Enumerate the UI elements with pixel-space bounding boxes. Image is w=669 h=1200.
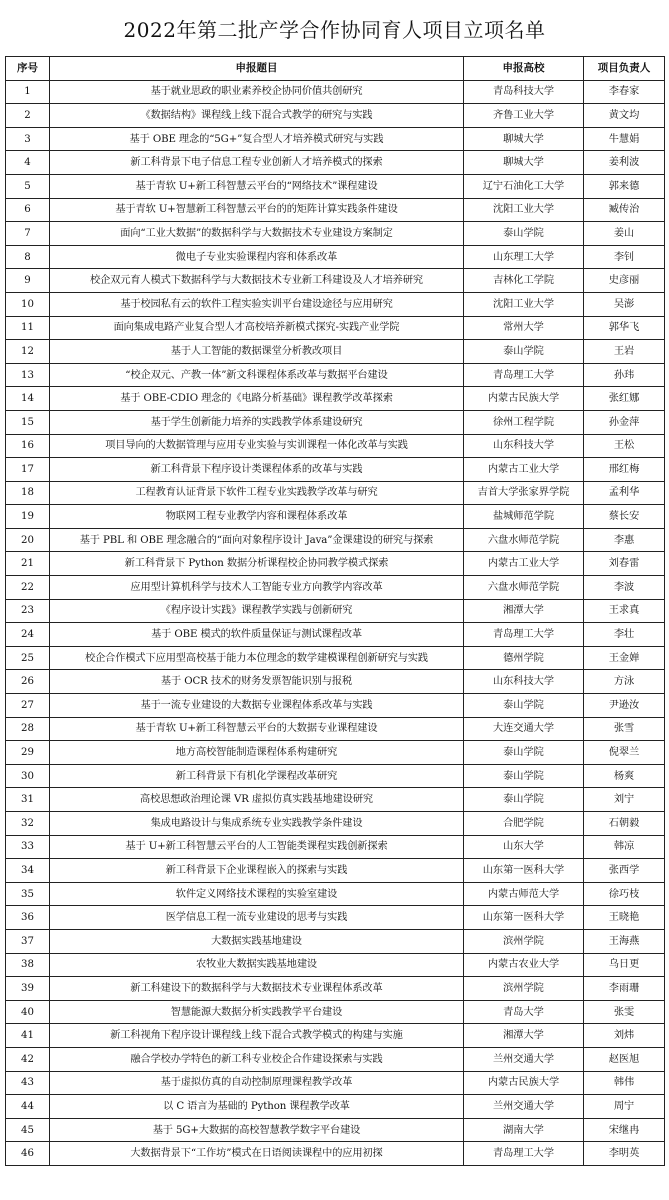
cell-number: 28 [6,717,50,741]
cell-school: 青岛理工大学 [464,623,584,647]
cell-leader: 宋继冉 [584,1118,665,1142]
cell-leader: 乌日更 [584,953,665,977]
cell-leader: 张红娜 [584,387,665,411]
table-row [6,316,665,340]
table-row [6,788,665,812]
cell-number: 29 [6,741,50,765]
cell-school: 吉林化工学院 [464,269,584,293]
cell-school: 兰州交通大学 [464,1047,584,1071]
cell-number: 8 [6,245,50,269]
cell-school: 大连交通大学 [464,717,584,741]
cell-leader: 郭来德 [584,174,665,198]
table-row [6,646,665,670]
cell-number: 46 [6,1142,50,1166]
cell-topic: 基于 OBE 模式的软件质量保证与测试课程改革 [50,623,464,647]
cell-number: 17 [6,458,50,482]
cell-leader: 史彦丽 [584,269,665,293]
cell-number: 24 [6,623,50,647]
cell-number: 4 [6,151,50,175]
cell-topic: 基于人工智能的数据课堂分析教改项目 [50,340,464,364]
cell-leader: 李春家 [584,80,665,104]
cell-leader: 石朝毅 [584,812,665,836]
table-row [6,104,665,128]
table-body [6,80,665,1165]
cell-school: 泰山学院 [464,741,584,765]
cell-school: 山东大学 [464,835,584,859]
cell-leader: 王晓艳 [584,906,665,930]
table-row [6,80,665,104]
cell-topic: 《数据结构》课程线上线下混合式教学的研究与实践 [50,104,464,128]
cell-number: 39 [6,977,50,1001]
cell-number: 27 [6,694,50,718]
cell-topic: 基于 U+新工科智慧云平台的人工智能类课程实践创新探索 [50,835,464,859]
cell-leader: 孙玮 [584,363,665,387]
cell-number: 43 [6,1071,50,1095]
cell-leader: 张西学 [584,859,665,883]
cell-leader: 赵医旭 [584,1047,665,1071]
cell-leader: 李波 [584,576,665,600]
cell-leader: 李壮 [584,623,665,647]
cell-school: 泰山学院 [464,764,584,788]
cell-school: 徐州工程学院 [464,410,584,434]
project-list-table [5,56,665,1166]
column-header-school: 申报高校 [464,57,584,81]
cell-school: 聊城大学 [464,151,584,175]
cell-leader: 倪翠兰 [584,741,665,765]
table-row [6,387,665,411]
cell-school: 山东第一医科大学 [464,906,584,930]
cell-topic: 微电子专业实验课程内容和体系改革 [50,245,464,269]
table-row [6,764,665,788]
cell-number: 45 [6,1118,50,1142]
table-row [6,741,665,765]
cell-leader: 郭华飞 [584,316,665,340]
cell-number: 37 [6,929,50,953]
cell-topic: 大数据背景下“工作坊”模式在日语阅读课程中的应用初探 [50,1142,464,1166]
cell-school: 兰州交通大学 [464,1095,584,1119]
table-row [6,528,665,552]
cell-school: 滨州学院 [464,977,584,1001]
cell-topic: 软件定义网络技术课程的实验室建设 [50,882,464,906]
cell-topic: 新工科背景下 Python 数据分析课程校企协同教学模式探索 [50,552,464,576]
cell-school: 山东理工大学 [464,245,584,269]
cell-school: 湖南大学 [464,1118,584,1142]
cell-leader: 王求真 [584,599,665,623]
cell-topic: 高校思想政治理论课 VR 虚拟仿真实践基地建设研究 [50,788,464,812]
cell-topic: 物联网工程专业教学内容和课程体系改革 [50,505,464,529]
cell-number: 33 [6,835,50,859]
cell-number: 10 [6,292,50,316]
table-row [6,410,665,434]
cell-topic: 智慧能源大数据分析实践教学平台建设 [50,1000,464,1024]
cell-number: 36 [6,906,50,930]
table-row [6,623,665,647]
cell-topic: 新工科背景下企业课程嵌入的探索与实践 [50,859,464,883]
cell-number: 30 [6,764,50,788]
cell-number: 23 [6,599,50,623]
cell-school: 辽宁石油化工大学 [464,174,584,198]
table-row [6,977,665,1001]
cell-number: 21 [6,552,50,576]
cell-school: 六盘水师范学院 [464,528,584,552]
cell-topic: 《程序设计实践》课程教学实践与创新研究 [50,599,464,623]
cell-leader: 李钊 [584,245,665,269]
cell-number: 35 [6,882,50,906]
cell-number: 44 [6,1095,50,1119]
cell-topic: 新工科背景下电子信息工程专业创新人才培养模式的探索 [50,151,464,175]
cell-topic: 基于学生创新能力培养的实践教学体系建设研究 [50,410,464,434]
cell-number: 16 [6,434,50,458]
table-row [6,1047,665,1071]
cell-topic: 农牧业大数据实践基地建设 [50,953,464,977]
cell-number: 31 [6,788,50,812]
cell-school: 内蒙古师范大学 [464,882,584,906]
cell-number: 22 [6,576,50,600]
table-row [6,929,665,953]
cell-school: 青岛科技大学 [464,80,584,104]
table-row [6,1142,665,1166]
table-row [6,859,665,883]
table-row [6,458,665,482]
cell-topic: 基于就业思政的职业素养校企协同价值共创研究 [50,80,464,104]
cell-leader: 孟利华 [584,481,665,505]
cell-leader: 徐巧枝 [584,882,665,906]
table-row [6,245,665,269]
document-title: 2022年第二批产学合作协同育人项目立项名单 [123,18,546,42]
cell-leader: 杨爽 [584,764,665,788]
table-row [6,292,665,316]
cell-topic: 基于 5G+大数据的高校智慧教学数字平台建设 [50,1118,464,1142]
cell-school: 内蒙古民族大学 [464,387,584,411]
cell-topic: 面向“工业大数据”的数据科学与大数据技术专业建设方案制定 [50,222,464,246]
table-row [6,127,665,151]
cell-school: 沈阳工业大学 [464,198,584,222]
cell-leader: 韩伟 [584,1071,665,1095]
cell-school: 泰山学院 [464,340,584,364]
cell-leader: 王金婵 [584,646,665,670]
cell-topic: 以 C 语言为基础的 Python 课程教学改革 [50,1095,464,1119]
cell-leader: 刘炜 [584,1024,665,1048]
table-row [6,1118,665,1142]
table-row [6,835,665,859]
cell-school: 沈阳工业大学 [464,292,584,316]
cell-leader: 王松 [584,434,665,458]
cell-school: 齐鲁工业大学 [464,104,584,128]
cell-topic: 融合学校办学特色的新工科专业校企合作建设探索与实践 [50,1047,464,1071]
cell-number: 19 [6,505,50,529]
table-row [6,174,665,198]
cell-number: 14 [6,387,50,411]
cell-number: 18 [6,481,50,505]
cell-number: 32 [6,812,50,836]
cell-topic: 基于青软 U+新工科智慧云平台的“网络技术”课程建设 [50,174,464,198]
cell-school: 盐城师范学院 [464,505,584,529]
cell-school: 吉首大学张家界学院 [464,481,584,505]
cell-leader: 刘春雷 [584,552,665,576]
cell-topic: 新工科背景下有机化学课程改革研究 [50,764,464,788]
cell-leader: 李惠 [584,528,665,552]
column-header-leader: 项目负责人 [584,57,665,81]
cell-topic: 校企合作模式下应用型高校基于能力本位理念的数学建模课程创新研究与实践 [50,646,464,670]
column-header-number: 序号 [6,57,50,81]
table-row [6,694,665,718]
table-row [6,882,665,906]
cell-school: 聊城大学 [464,127,584,151]
cell-school: 青岛理工大学 [464,363,584,387]
cell-number: 7 [6,222,50,246]
cell-topic: 新工科背景下程序设计类课程体系的改革与实践 [50,458,464,482]
cell-school: 湘潭大学 [464,1024,584,1048]
cell-topic: 基于 OBE-CDIO 理念的《电路分析基础》课程教学改革探索 [50,387,464,411]
table-row [6,505,665,529]
cell-number: 6 [6,198,50,222]
table-row [6,222,665,246]
cell-leader: 李明英 [584,1142,665,1166]
table-row [6,576,665,600]
table-row [6,717,665,741]
cell-topic: 基于一流专业建设的大数据专业课程体系改革与实践 [50,694,464,718]
cell-number: 42 [6,1047,50,1071]
cell-number: 5 [6,174,50,198]
cell-number: 25 [6,646,50,670]
cell-topic: 基于 OBE 理念的“5G+”复合型人才培养模式研究与实践 [50,127,464,151]
cell-number: 26 [6,670,50,694]
cell-leader: 周宁 [584,1095,665,1119]
cell-school: 山东科技大学 [464,434,584,458]
cell-leader: 张雯 [584,1000,665,1024]
cell-number: 1 [6,80,50,104]
cell-topic: 应用型计算机科学与技术人工智能专业方向教学内容改革 [50,576,464,600]
cell-school: 湘潭大学 [464,599,584,623]
cell-school: 山东科技大学 [464,670,584,694]
cell-topic: 基于青软 U+智慧新工科智慧云平台的的矩阵计算实践条件建设 [50,198,464,222]
cell-leader: 邢红梅 [584,458,665,482]
cell-topic: 大数据实践基地建设 [50,929,464,953]
table-row [6,1071,665,1095]
cell-number: 3 [6,127,50,151]
table-row [6,552,665,576]
cell-leader: 韩凉 [584,835,665,859]
cell-school: 青岛理工大学 [464,1142,584,1166]
cell-topic: 基于 PBL 和 OBE 理念融合的“面向对象程序设计 Java”金课建设的研究与探索 [50,528,464,552]
cell-topic: “校企双元、产教一体”新文科课程体系改革与数据平台建设 [50,363,464,387]
table-row [6,434,665,458]
cell-leader: 牛慧娟 [584,127,665,151]
cell-leader: 王海燕 [584,929,665,953]
cell-school: 滨州学院 [464,929,584,953]
table-row [6,1024,665,1048]
table-row [6,198,665,222]
cell-topic: 面向集成电路产业复合型人才高校培养新模式探究-实践产业学院 [50,316,464,340]
cell-school: 六盘水师范学院 [464,576,584,600]
cell-school: 合肥学院 [464,812,584,836]
cell-number: 41 [6,1024,50,1048]
cell-leader: 蔡长安 [584,505,665,529]
cell-leader: 吴澎 [584,292,665,316]
cell-leader: 姜利波 [584,151,665,175]
cell-school: 泰山学院 [464,694,584,718]
cell-school: 德州学院 [464,646,584,670]
table-row [6,1095,665,1119]
cell-number: 15 [6,410,50,434]
cell-topic: 医学信息工程一流专业建设的思考与实践 [50,906,464,930]
table-row [6,269,665,293]
table-row [6,599,665,623]
cell-topic: 地方高校智能制造课程体系构建研究 [50,741,464,765]
cell-leader: 李雨珊 [584,977,665,1001]
cell-topic: 基于青软 U+新工科智慧云平台的大数据专业课程建设 [50,717,464,741]
cell-school: 内蒙古农业大学 [464,953,584,977]
column-header-topic: 申报题目 [50,57,464,81]
cell-leader: 黄文均 [584,104,665,128]
cell-leader: 张雪 [584,717,665,741]
cell-topic: 新工科建设下的数据科学与大数据技术专业课程体系改革 [50,977,464,1001]
cell-school: 内蒙古民族大学 [464,1071,584,1095]
cell-topic: 工程教育认证背景下软件工程专业实践教学改革与研究 [50,481,464,505]
cell-number: 2 [6,104,50,128]
cell-topic: 基于 OCR 技术的财务发票智能识别与报税 [50,670,464,694]
table-row [6,151,665,175]
cell-number: 34 [6,859,50,883]
table-row [6,481,665,505]
cell-number: 20 [6,528,50,552]
cell-number: 9 [6,269,50,293]
cell-school: 内蒙古工业大学 [464,552,584,576]
cell-school: 常州大学 [464,316,584,340]
cell-leader: 王岩 [584,340,665,364]
cell-topic: 基于虚拟仿真的自动控制原理课程教学改革 [50,1071,464,1095]
cell-school: 山东第一医科大学 [464,859,584,883]
cell-school: 泰山学院 [464,788,584,812]
cell-number: 11 [6,316,50,340]
table-header-row [6,57,665,81]
cell-number: 12 [6,340,50,364]
cell-topic: 基于校园私有云的软件工程实验实训平台建设途径与应用研究 [50,292,464,316]
cell-topic: 校企双元育人模式下数据科学与大数据技术专业新工科建设及人才培养研究 [50,269,464,293]
table-row [6,670,665,694]
cell-topic: 项目导向的大数据管理与应用专业实验与实训课程一体化改革与实践 [50,434,464,458]
cell-school: 泰山学院 [464,222,584,246]
cell-number: 40 [6,1000,50,1024]
cell-leader: 孙金萍 [584,410,665,434]
cell-leader: 方泳 [584,670,665,694]
cell-leader: 姜山 [584,222,665,246]
table-row [6,363,665,387]
table-row [6,340,665,364]
cell-number: 38 [6,953,50,977]
cell-topic: 新工科视角下程序设计课程线上线下混合式教学模式的构建与实施 [50,1024,464,1048]
cell-number: 13 [6,363,50,387]
table-row [6,1000,665,1024]
cell-leader: 刘宁 [584,788,665,812]
cell-topic: 集成电路设计与集成系统专业实践教学条件建设 [50,812,464,836]
cell-leader: 臧传治 [584,198,665,222]
table-row [6,906,665,930]
cell-school: 内蒙古工业大学 [464,458,584,482]
cell-leader: 尹逊汝 [584,694,665,718]
table-row [6,812,665,836]
table-row [6,953,665,977]
cell-school: 青岛大学 [464,1000,584,1024]
